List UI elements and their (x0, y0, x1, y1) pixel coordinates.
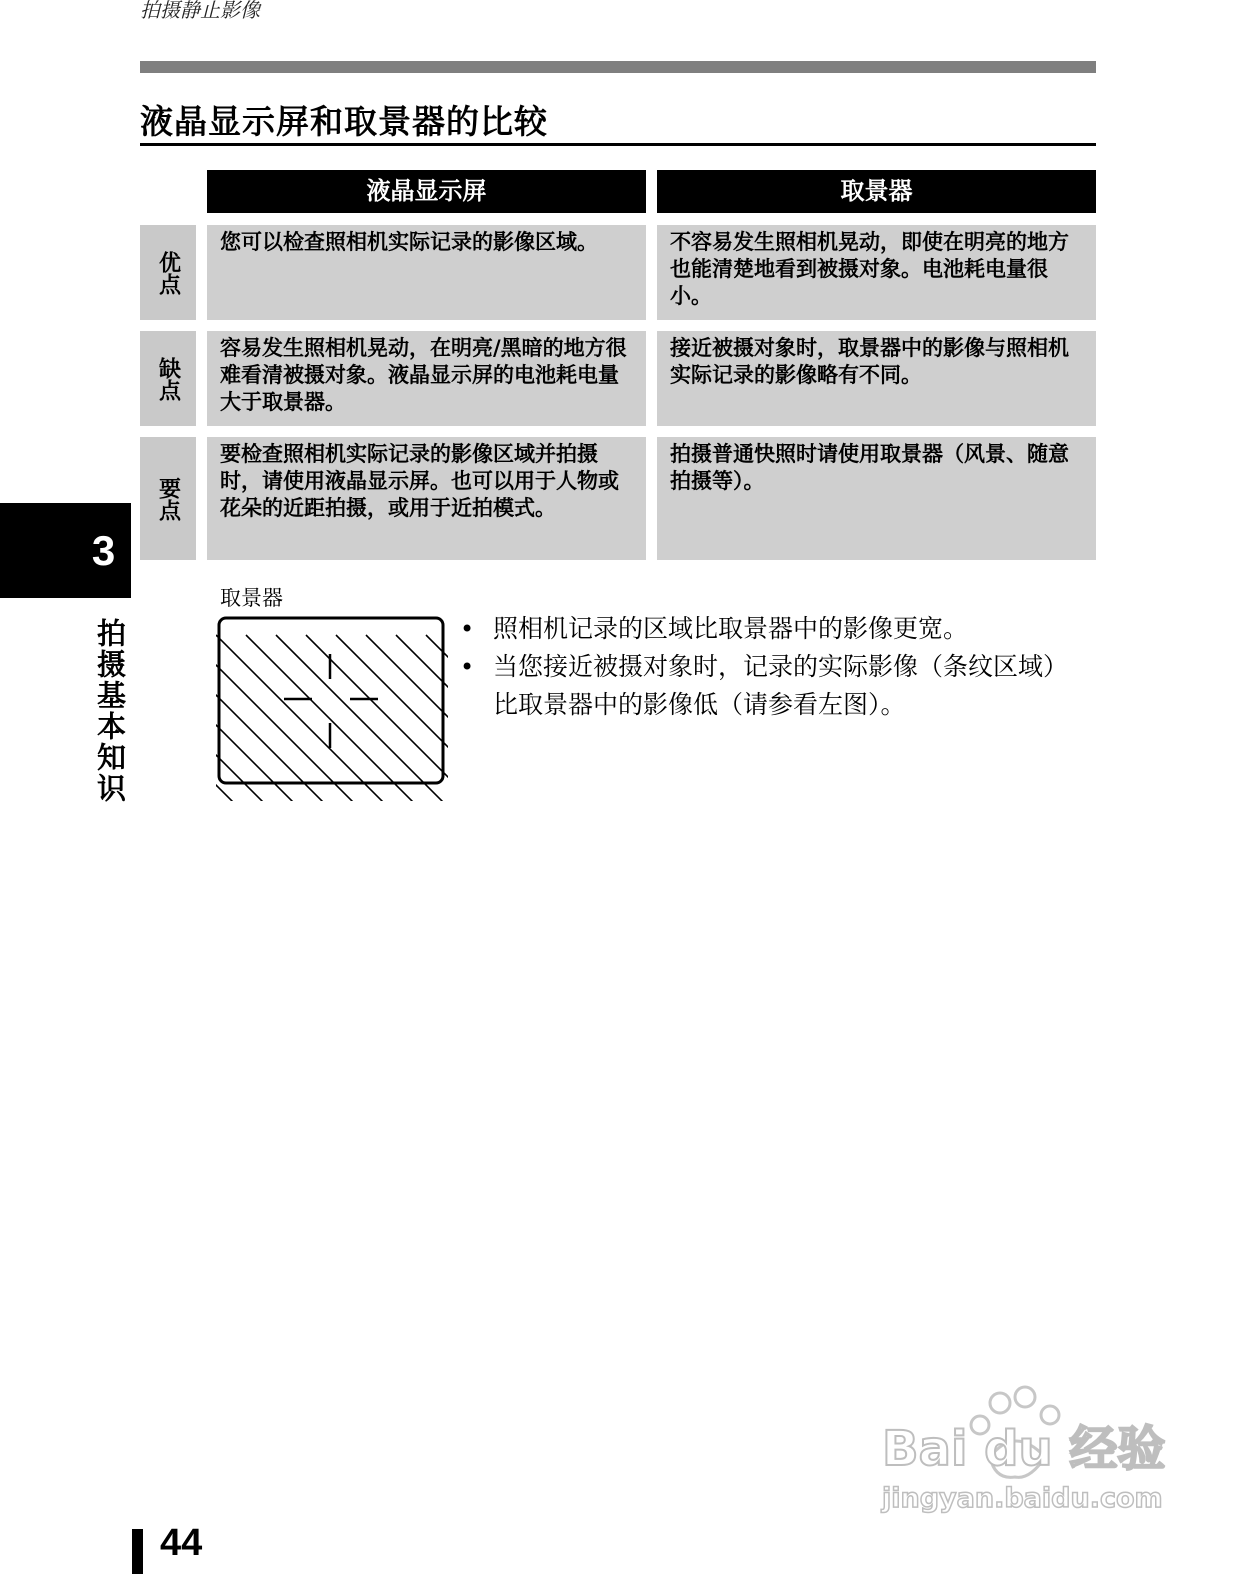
striped-recorded-area (216, 635, 448, 801)
cell-disadvantages-lcd: 容易发生照相机晃动，在明亮/黑暗的地方很难看清被摄对象。液晶显示屏的电池耗电量大于取景器。 (207, 331, 646, 426)
figure-caption: 取景器 (220, 586, 283, 610)
row-label-disadvantages (140, 331, 196, 426)
row-label-advantages (140, 225, 196, 320)
row-label-text: 优点 (155, 250, 181, 295)
cell-disadvantages-viewfinder: 接近被摄对象时，取景器中的影像与照相机实际记录的影像略有不同。 (657, 331, 1096, 426)
page-number-bar (132, 1529, 143, 1574)
cell-advantages-lcd: 您可以检查照相机实际记录的影像区域。 (207, 225, 646, 320)
header-rule-bar (140, 61, 1096, 73)
note-item: • 当您接近被摄对象时，记录的实际影像（条纹区域）比取景器中的影像低（请参看左图）。 (460, 648, 1090, 724)
page-number: 44 (160, 1522, 203, 1564)
baidu-watermark-logo (880, 1385, 1170, 1525)
row-label-key-points (140, 437, 196, 560)
section-title: 液晶显示屏和取景器的比较 (140, 102, 548, 141)
viewfinder-diagram (216, 615, 448, 801)
chapter-label: 拍摄基本知识 (93, 618, 127, 804)
column-header-lcd: 液晶显示屏 (207, 170, 646, 213)
cell-advantages-viewfinder: 不容易发生照相机晃动，即使在明亮的地方也能清楚地看到被摄对象。电池耗电量很小。 (657, 225, 1096, 320)
note-item: • 照相机记录的区域比取景器中的影像更宽。 (460, 610, 1090, 648)
notes-list (460, 610, 1090, 724)
running-header: 拍摄静止影像 (140, 0, 260, 22)
row-label-text: 要点 (155, 476, 181, 521)
watermark-site: jingyan.baidu.com (882, 1483, 1163, 1514)
cell-key-points-viewfinder: 拍摄普通快照时请使用取景器（风景、随意拍摄等）。 (657, 437, 1096, 560)
row-label-text: 缺点 (155, 356, 181, 401)
column-header-viewfinder: 取景器 (657, 170, 1096, 213)
cell-key-points-lcd: 要检查照相机实际记录的影像区域并拍摄时，请使用液晶显示屏。也可以用于人物或花朵的近距拍摄，或用于近拍模式。 (207, 437, 646, 560)
chapter-tab: 3 (0, 503, 131, 598)
crosshair-marks (284, 654, 378, 748)
watermark-brand: Bai du 经验 (882, 1421, 1166, 1477)
title-underline (140, 143, 1096, 146)
